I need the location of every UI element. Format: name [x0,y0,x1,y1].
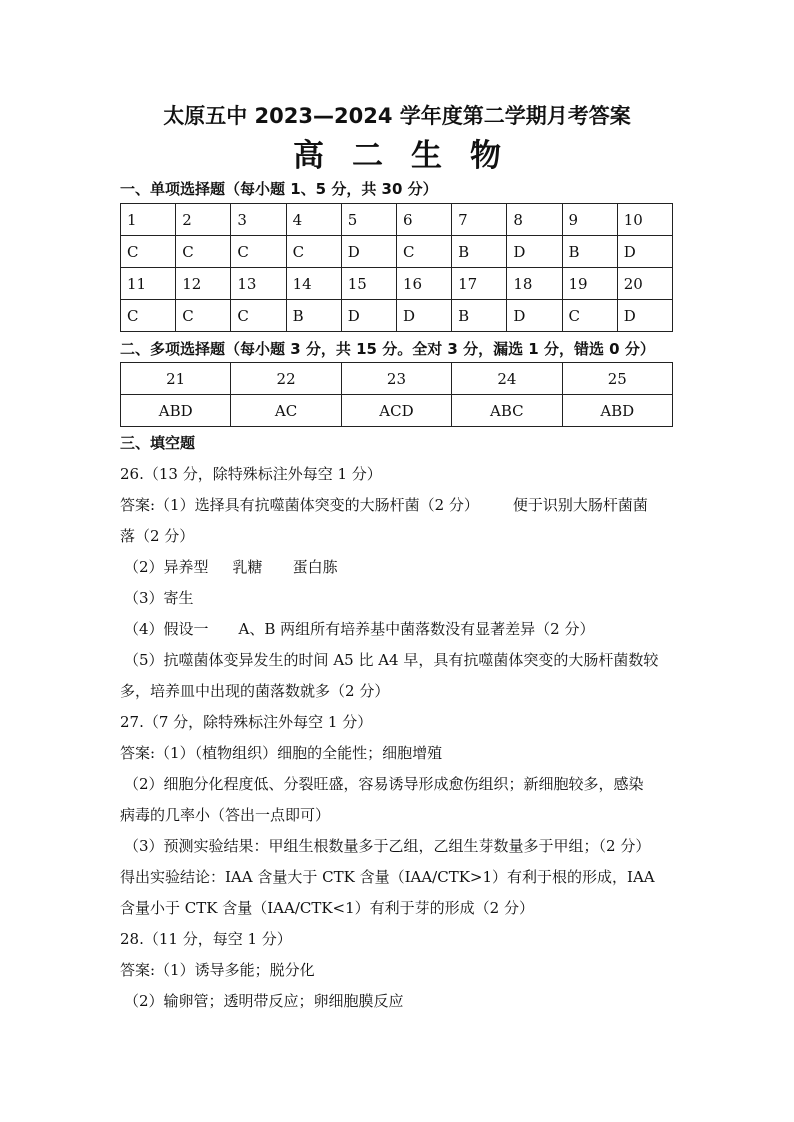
question-number-cell: 5 [341,204,396,236]
multi-choice-answer-table [120,362,673,427]
subject-title: 高二生物 [293,138,529,174]
question-number-cell: 25 [562,363,672,395]
answer-cell: D [396,300,451,332]
answer-cell: B [286,300,341,332]
question-number-cell: 24 [452,363,562,395]
answer-cell: B [562,236,617,268]
question-number-cell: 14 [286,268,341,300]
q26-answer-1-cont: 落（2 分） [120,527,195,545]
answer-cell: AC [231,395,341,427]
q26-answer-5-line1: （5）抗噬菌体变异发生的时间 A5 比 A4 早，具有抗噬菌体突变的大肠杆菌数较 [124,651,659,669]
question-number-cell: 13 [231,268,286,300]
section1-heading: 一、单项选择题（每小题 1、5 分，共 30 分） [120,180,438,198]
q26-answer-1-second: 便于识别大肠杆菌菌 [512,496,648,514]
question-number-cell: 1 [121,204,176,236]
answer-cell: C [396,236,451,268]
q26-answer-2-c: 蛋白胨 [292,558,338,576]
answer-cell: C [121,300,176,332]
q27-answer-1: 答案:（1）（植物组织）细胞的全能性；细胞增殖 [120,744,443,762]
q26-answer-2 [124,557,680,577]
question-number-cell: 15 [341,268,396,300]
q26-answer-4 [124,619,680,639]
q26-answer-3: （3）寄生 [124,589,194,607]
q27-answer-2-line1: （2）细胞分化程度低、分裂旺盛，容易诱导形成愈伤组织；新细胞较多，感染 [124,775,644,793]
q28-answer-2: （2）输卵管；透明带反应；卵细胞膜反应 [124,992,404,1010]
q28-heading: 28.（11 分，每空 1 分） [120,930,292,948]
answer-cell: ABD [562,395,672,427]
answer-cell: B [452,300,507,332]
table-row [121,363,673,395]
q26-answer-2-a: （2）异养型 [124,558,209,576]
table-row [121,300,673,332]
answer-cell: C [231,300,286,332]
q27-answer-3-line2: 得出实验结论：IAA 含量大于 CTK 含量（IAA/CTK>1）有利于根的形成，IAA [120,868,655,886]
question-number-cell: 19 [562,268,617,300]
q26-answer-4-b: A、B 两组所有培养基中菌落数没有显著差异（2 分） [238,620,595,638]
page-title: 太原五中 2023—2024 学年度第二学期月考答案 [163,104,631,128]
answer-cell: C [562,300,617,332]
answer-cell: C [121,236,176,268]
q26-answer-1 [120,495,676,515]
question-number-cell: 16 [396,268,451,300]
q26-answer-2-b: 乳糖 [232,558,263,576]
section2-heading: 二、多项选择题（每小题 3 分，共 15 分。全对 3 分，漏选 1 分，错选 0 分） [120,340,655,358]
answer-cell: C [176,236,231,268]
question-number-cell: 23 [341,363,451,395]
section3-heading: 三、填空题 [120,434,196,452]
answer-cell: D [341,236,396,268]
question-number-cell: 9 [562,204,617,236]
answer-cell: D [617,300,672,332]
answer-cell: ABC [452,395,562,427]
question-number-cell: 20 [617,268,672,300]
q27-heading: 27.（7 分，除特殊标注外每空 1 分） [120,713,373,731]
question-number-cell: 21 [121,363,231,395]
answer-cell: D [507,236,562,268]
table-row [121,236,673,268]
question-number-cell: 17 [452,268,507,300]
answer-cell: C [231,236,286,268]
question-number-cell: 11 [121,268,176,300]
question-number-cell: 12 [176,268,231,300]
q26-answer-1-text: 答案:（1）选择具有抗噬菌体突变的大肠杆菌（2 分） [120,496,479,514]
q26-answer-4-a: （4）假设一 [124,620,209,638]
answer-cell: C [176,300,231,332]
question-number-cell: 2 [176,204,231,236]
answer-cell: C [286,236,341,268]
question-number-cell: 8 [507,204,562,236]
q26-heading: 26.（13 分，除特殊标注外每空 1 分） [120,465,382,483]
answer-cell: ACD [341,395,451,427]
question-number-cell: 6 [396,204,451,236]
q26-answer-5-line2: 多，培养皿中出现的菌落数就多（2 分） [120,682,390,700]
answer-cell: B [452,236,507,268]
q27-answer-2-line2: 病毒的几率小（答出一点即可） [120,806,331,824]
q27-answer-3-line3: 含量小于 CTK 含量（IAA/CTK<1）有利于芽的形成（2 分） [120,899,534,917]
question-number-cell: 4 [286,204,341,236]
question-number-cell: 10 [617,204,672,236]
table-row [121,204,673,236]
table-row [121,395,673,427]
question-number-cell: 3 [231,204,286,236]
answer-cell: ABD [121,395,231,427]
question-number-cell: 7 [452,204,507,236]
question-number-cell: 22 [231,363,341,395]
answer-cell: D [507,300,562,332]
answer-cell: D [341,300,396,332]
answer-cell: D [617,236,672,268]
q27-answer-3-line1: （3）预测实验结果：甲组生根数量多于乙组，乙组生芽数量多于甲组；（2 分） [124,837,651,855]
table-row [121,268,673,300]
single-choice-answer-table [120,203,673,332]
question-number-cell: 18 [507,268,562,300]
q28-answer-1: 答案:（1）诱导多能；脱分化 [120,961,315,979]
